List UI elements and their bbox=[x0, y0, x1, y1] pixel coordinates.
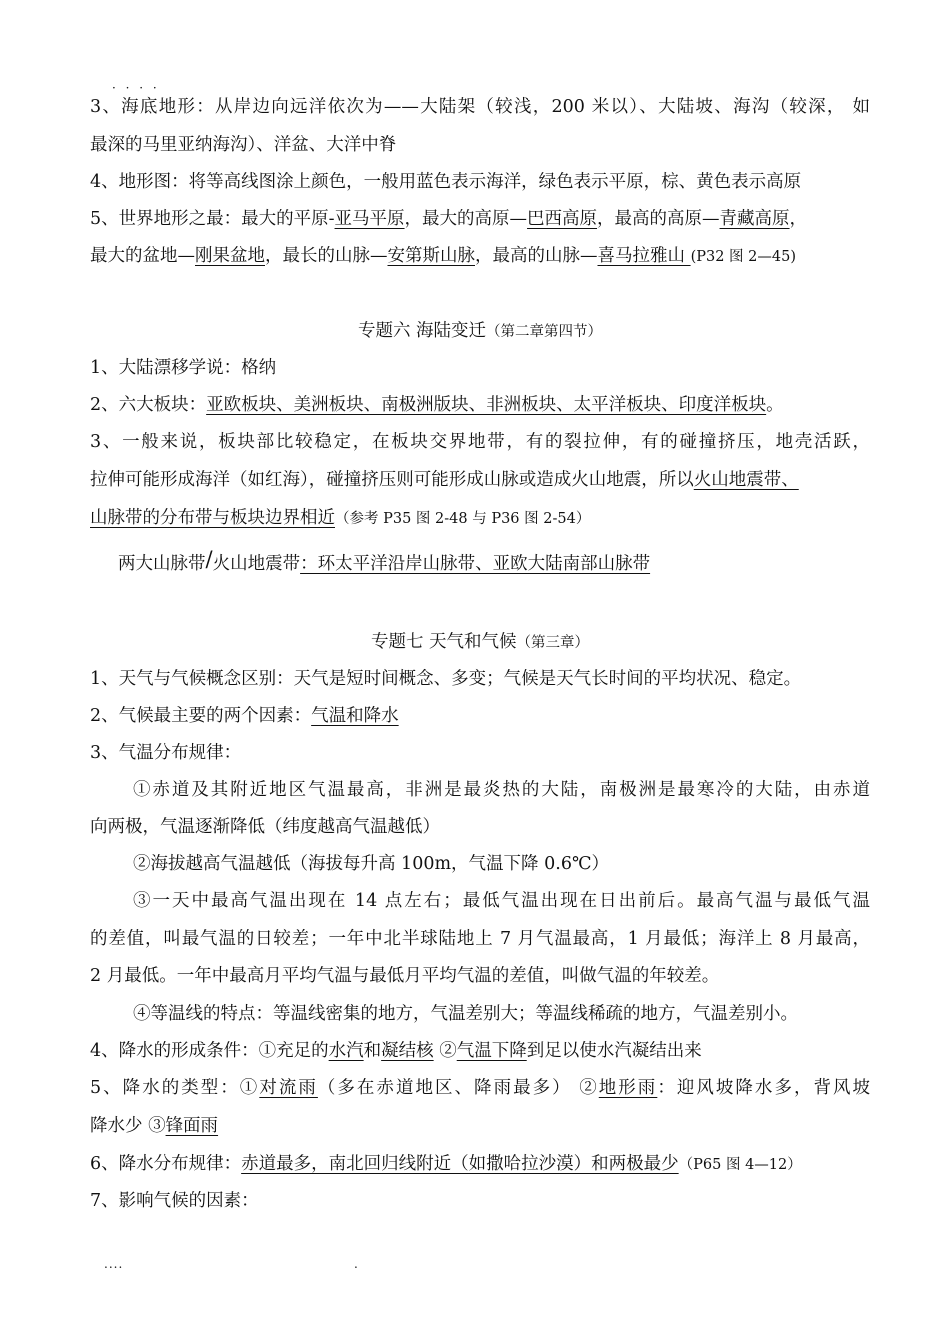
sec7-line3-3b: 的差值，叫最气温的日较差；一年中北半球陆地上 7 月气温最高，1 月最低；海洋上 8 月最高， bbox=[90, 929, 870, 949]
underlined-term: 气温下降 bbox=[456, 1041, 527, 1061]
underlined-term: 山脉带的分布带与板块边界相近 bbox=[90, 508, 335, 528]
footer-dot-right: . bbox=[354, 1257, 361, 1271]
sec5-line5a: 5、世界地形之最：最大的平原-亚马平原，最大的高原—巴西高原，最高的高原—青藏高原， bbox=[90, 209, 808, 229]
sec7-line7: 7、影响气候的因素： bbox=[90, 1191, 259, 1211]
underlined-term: 赤道最多，南北回归线附近（如撒哈拉沙漠）和两极最少 bbox=[241, 1154, 679, 1174]
sec7-line3-4: ④等温线的特点：等温线密集的地方，气温差别大；等温线稀疏的地方，气温差别小。 bbox=[133, 1004, 798, 1024]
underlined-term: 气温和降水 bbox=[311, 706, 399, 726]
sec7-line3-2: ②海拔越高气温越低（海拔每升高 100m，气温下降 0.6℃） bbox=[133, 854, 610, 874]
sec7-line5a: 5、降水的类型：①对流雨（多在赤道地区、降雨最多） ②地形雨：迎风坡降水多，背风坡 bbox=[90, 1078, 871, 1098]
sec7-line4: 4、降水的形成条件：①充足的水汽和凝结核 ②气温下降到足以使水汽凝结出来 bbox=[90, 1041, 702, 1061]
sec6-line3a: 3、一般来说，板块部比较稳定，在板块交界地带，有的裂拉伸，有的碰撞挤压，地壳活跃， bbox=[90, 432, 870, 452]
underlined-term: 火山地震带、 bbox=[693, 470, 799, 490]
sec5-line4: 4、地形图：将等高线图涂上颜色，一般用蓝色表示海洋，绿色表示平原，棕、黄色表示高原 bbox=[90, 172, 802, 192]
sec7-line3-1b: 向两极，气温逐渐降低（纬度越高气温越低） bbox=[90, 817, 440, 837]
sec6-line3b: 拉伸可能形成海洋（如红海），碰撞挤压则可能形成山脉或造成火山地震，所以火山地震带、 bbox=[90, 470, 799, 490]
sec7-line3-1a: ①赤道及其附近地区气温最高，非洲是最炎热的大陆，南极洲是最寒冷的大陆，由赤道 bbox=[133, 780, 870, 800]
sec5-line5b: 最大的盆地—刚果盆地，最长的山脉—安第斯山脉，最高的山脉—喜马拉雅山 (P32 图 2—45) bbox=[90, 246, 796, 266]
sec7-line6: 6、降水分布规律：赤道最多，南北回归线附近（如撒哈拉沙漠）和两极最少（P65 图 4—12） bbox=[90, 1154, 802, 1174]
underlined-term: 锋面雨 bbox=[165, 1116, 219, 1136]
underlined-term: 地形雨 bbox=[598, 1078, 658, 1098]
header-dots: · · · · bbox=[112, 81, 160, 95]
sec7-line1: 1、天气与气候概念区别：天气是短时间概念、多变；气候是天气长时间的平均状况、稳定。 bbox=[90, 669, 802, 689]
underlined-term: 安第斯山脉 bbox=[387, 246, 475, 266]
sec7-line3-3c: 2 月最低。一年中最高月平均气温与最低月平均气温的差值，叫做气温的年较差。 bbox=[90, 966, 720, 986]
underlined-term: 凝结核 bbox=[381, 1041, 434, 1061]
underlined-term: 对流雨 bbox=[259, 1078, 318, 1098]
sec7-title: 专题七 天气和气候（第三章） bbox=[370, 632, 590, 652]
sec5-line3b: 最深的马里亚纳海沟）、洋盆、大洋中脊 bbox=[90, 135, 397, 155]
footer-dots-left: .... bbox=[104, 1257, 124, 1271]
sec5-line3a: 3、海底地形：从岸边向远洋依次为——大陆架（较浅，200 米以）、大陆坡、海沟（较深， 如 bbox=[90, 97, 870, 117]
underlined-term: ：环太平洋沿岸山脉带、亚欧大陆南部山脉带 bbox=[300, 554, 651, 574]
underlined-term: 喜马拉雅山 bbox=[597, 246, 691, 266]
sec6-title: 专题六 海陆变迁（第二章第四节） bbox=[357, 321, 603, 341]
sec7-line2: 2、气候最主要的两个因素：气温和降水 bbox=[90, 706, 399, 726]
text: 5、世界地形之最：最大的平原- bbox=[90, 209, 335, 229]
underlined-term: 水汽 bbox=[328, 1041, 364, 1061]
underlined-term: 刚果盆地 bbox=[195, 246, 265, 266]
underlined-term: 亚欧板块、美洲板块、南极洲版块、非洲板块、太平洋板块、印度洋板块 bbox=[206, 395, 767, 415]
sec7-line3-3a: ③一天中最高气温出现在 14 点左右；最低气温出现在日出前后。最高气温与最低气温 bbox=[133, 891, 870, 911]
underlined-term: 巴西高原 bbox=[527, 209, 598, 229]
sec7-line3: 3、气温分布规律： bbox=[90, 743, 242, 763]
sec6-line1: 1、大陆漂移学说：格纳 bbox=[90, 358, 277, 378]
sec6-line4: 两大山脉带/火山地震带：环太平洋沿岸山脉带、亚欧大陆南部山脉带 bbox=[118, 547, 651, 574]
sec6-line3c: 山脉带的分布带与板块边界相近（参考 P35 图 2-48 与 P36 图 2-54） bbox=[90, 508, 591, 528]
sec7-line5b: 降水少 ③锋面雨 bbox=[90, 1116, 219, 1136]
underlined-term: 亚马平原 bbox=[334, 209, 405, 229]
sec6-line2: 2、六大板块：亚欧板块、美洲板块、南极洲版块、非洲板块、太平洋板块、印度洋板块。 bbox=[90, 395, 784, 415]
underlined-term: 青藏高原 bbox=[719, 209, 790, 229]
